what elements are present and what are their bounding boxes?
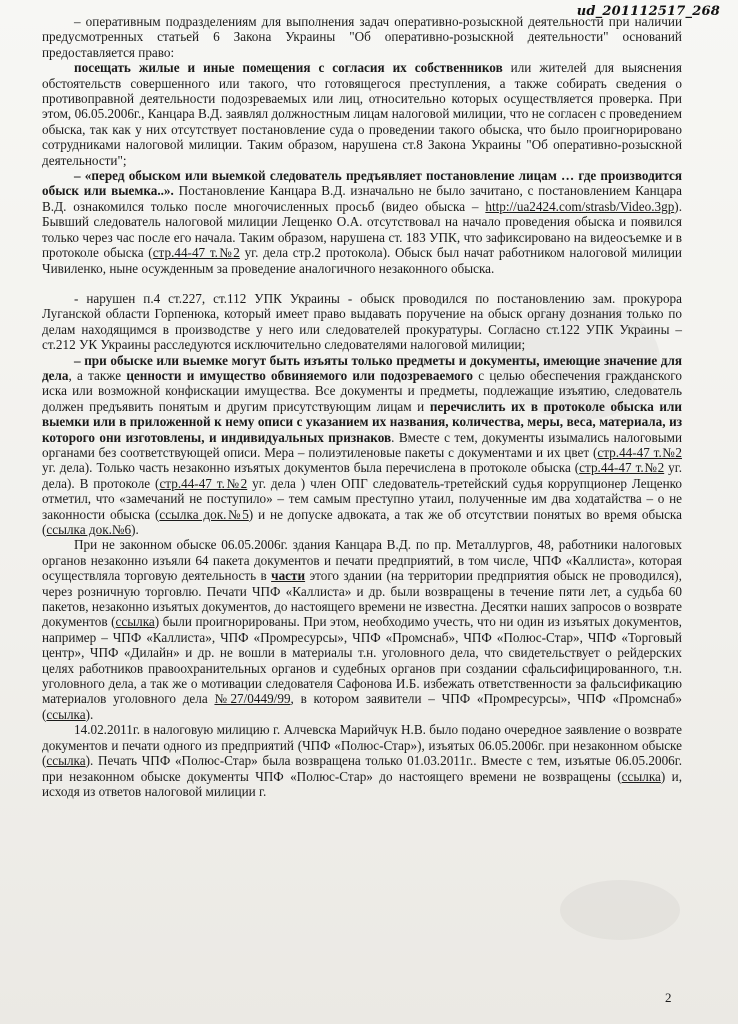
text: 14.02.2011г. в налоговую милицию г. Алчевска Марийчук Н.В. было подано очередное заявление о возврате документов и печати одного из предприятий (ЧПФ «Полюс-Стар»), изъятых 06.05.2006г. при незаконном обыске (	[42, 722, 682, 769]
case-reference-link[interactable]: стр.44-47 т.№2	[159, 475, 248, 491]
case-reference-link[interactable]: стр.44-47 т.№2	[597, 444, 682, 460]
reference-link[interactable]: ссылка	[115, 614, 155, 630]
text: , в котором заявители – ЧПФ «Промресурсы», ЧПФ «Промснаб» (	[42, 691, 682, 722]
text: Постановление Канцара В.Д. изначально не было зачитано, с постановлением Канцара В.Д. ознакомился только после многочисленных просьб (видео обыска –	[42, 183, 682, 214]
scan-smudge	[560, 880, 680, 940]
document-body	[42, 14, 682, 799]
text: ) были проигнорированы. При этом, необходимо учесть, что ни один из изъятых документов, например – ЧПФ «Каллиста», ЧПФ «Промресурсы», ЧПФ «Промснаб», ЧПФ «Полюс-Стар», ЧПФ «Торговый центр», ЧПФ «Дилайн» и др. не вошли в материалы т.н. уголовного дела, что свидетельствует о рейдерских целях работников правоохранительных органов и судебных органов при создании сфальсифицированного, т.н. уголовного дела, а так же о мотивации следователя Сафонова И.Б. избежать ответственности за фальсификацию материалов уголовного дела	[42, 614, 682, 707]
text: ). Печать ЧПФ «Полюс-Стар» была возвращена только 01.03.2011г.. Вместе с тем, изъятые 06.05.2006г. при незаконном обыске документы ЧПФ «Полюс-Стар» до настоящего времени не возвращены (	[42, 753, 682, 784]
page-number: 2	[665, 990, 672, 1005]
paragraph-5	[42, 537, 682, 722]
text: уг. дела). Только часть незаконно изъятых документов была перечислена в протоколе обыска (	[42, 460, 580, 476]
paragraph-4	[42, 353, 682, 538]
text: уг. дела стр.2 протокола). Обыск был начат работником налоговой милиции Чивиленко, ныне осужденным за проведение аналогичного незаконного обыска.	[42, 245, 682, 276]
bold-text: ценности и имущество обвиняемого или подозреваемого	[126, 367, 474, 383]
text: , а также	[68, 367, 127, 383]
text: ).	[85, 706, 94, 722]
text: с целью обеспечения гражданского иска или возможной конфискации имущества. Все документы и предметы, подлежащие изъятию, следователь должен предъявить понятым и другим присутствующим лицам и	[42, 367, 682, 414]
paragraph-2	[42, 168, 682, 276]
text: этого здании (на территории предприятия обыск не проводился), через розничную торговлю. Печати ЧПФ «Каллиста» и др. были возвращены в течение пяти лет, а судьба 60 пакетов, незаконно изъятых документов, до настоящего времени не известна. Десятки наших запросов о возврате документов (	[42, 568, 682, 630]
text: ).	[131, 522, 139, 537]
text: . Вместе с тем, документы изымались налоговыми органами без соответствующей описи. Мера – полиэтиленовые пакеты с документами и их цвет (	[42, 429, 682, 460]
text: При не законном обыске 06.05.2006г. здания Канцара В.Д. по пр. Металлургов, 48, работники налоговых органов незаконно изъяли 64 пакета документов и печати предприятий, в том числе, ЧПФ «Каллиста», которая осуществляла торговую деятельность в	[42, 537, 682, 584]
document-link[interactable]: ссылка док.№5	[159, 506, 249, 522]
text: ) и, исходя из ответов налоговой милиции г.	[42, 768, 683, 799]
case-reference-link[interactable]: стр.44-47 т.№2	[152, 245, 240, 261]
bold-text: перечислить их в протоколе обыска или выемки или в приложенной к нему описи с указанием их названия, количества, меры, веса, материала, из которого они изготовлены, и индивидуальных признаков	[42, 398, 682, 445]
text: ). Бывший следователь налоговой милиции Лещенко О.А. отсутствовал на начало проведения обыска и появился только через час после его начала. Таким образом, нарушена ст. 183 УПК, что зафиксировано на видеосъемке и в протоколе обыска (	[42, 198, 682, 261]
document-link[interactable]: ссылка док.№6	[46, 522, 132, 537]
text: или жителей для выяснения обстоятельств совершенного или такого, что готовящегося преступления, а также собирать сведения о противоправной деятельности подозреваемых или лиц, относительно которых осуществляется проверка. При этом, 06.05.2006г., Канцара В.Д. заявлял должностным лицам налоговой милиции, что не согласен с проведением обыска, так как у них отсутствует постановление суда о проведении такого обыска, что было проигнорировано сотрудниками налоговой милиции. Таким образом, нарушена ст.8 Закона Украины "Об оперативно-розыскной деятельности";	[42, 60, 682, 168]
reference-link[interactable]: ссылка	[621, 768, 661, 784]
reference-link[interactable]: ссылка	[46, 753, 86, 769]
bold-text: – «перед обыском или выемкой следователь предъявляет постановление лицам … где производится обыск или выемка..».	[42, 168, 682, 199]
case-reference-link[interactable]: стр.44-47 т.№2	[579, 460, 665, 476]
paragraph-1	[42, 14, 682, 168]
reference-link[interactable]: ссылка	[46, 706, 86, 722]
text: – оперативным подразделениям для выполнения задач оперативно-розыскной деятельности при наличии предусмотренных статьей 6 Закона Украины "Об оперативно-розыскной деятельности" оснований предоставляется право:	[42, 14, 682, 60]
text: ) и не допуске адвоката, а так же об отсутствии понятых во время обыска (	[42, 506, 682, 537]
text: уг. дела). В протоколе (	[42, 460, 682, 491]
bold-text: – при обыске или выемке могут быть изъяты только предметы и документы, имеющие значение для дела	[42, 352, 682, 383]
paragraph-3: - нарушен п.4 ст.227, ст.112 УПК Украины - обыск проводился по постановлению зам. прокурора Луганской области Горпенюка, который имеет право выдавать поручение на обыск органу дознания только по делам находящимся в производстве у него или следователей прокуратуры. Согласно ст.122 УПК Украины – ст.212 УК Украины расследуются исключительно следователями налоговой милиции;	[42, 290, 682, 353]
paragraph-6	[42, 722, 682, 799]
bold-text: посещать жилые и иные помещения с согласия их собственников	[74, 60, 503, 76]
text: уг. дела ) член ОПГ следователь-третейский судья коррупционер Лещенко отметил, что «замечаний не поступило» – тем самым преступно утаил, полученные им два ходатайства – о не законности обыска (	[42, 475, 682, 522]
video-link[interactable]: http://ua2424.com/strasb/Video.3gp	[485, 198, 675, 214]
case-number-link[interactable]: №27/0449/99	[214, 691, 291, 707]
bold-underlined-text: части	[271, 568, 306, 584]
document-id: ud_201112517_268	[576, 4, 720, 19]
